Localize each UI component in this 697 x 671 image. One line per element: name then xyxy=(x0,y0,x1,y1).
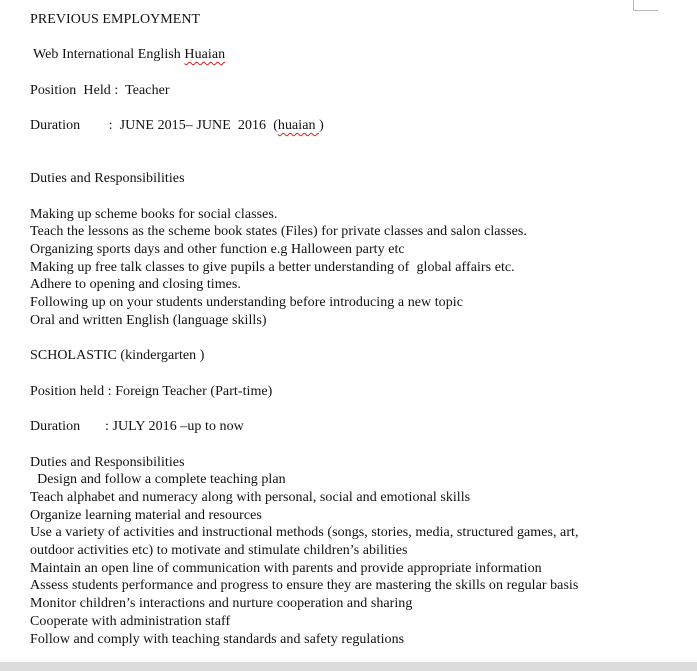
job2-duty-item: Design and follow a complete teaching plan xyxy=(30,472,286,487)
job1-duties-heading: Duties and Responsibilities xyxy=(30,171,185,186)
job2-duty-item: Organize learning material and resources xyxy=(30,508,262,523)
job2-employer: SCHOLASTIC (kindergarten ) xyxy=(30,348,205,363)
job1-duty-item: Adhere to opening and closing times. xyxy=(30,277,241,292)
job1-duty-item: Teach the lessons as the scheme book states (Files) for private classes and salon classes. xyxy=(30,224,527,239)
page-gap-band xyxy=(0,662,697,671)
job1-duty-item: Organizing sports days and other function e.g Halloween party etc xyxy=(30,242,405,257)
job2-duty-item: Follow and comply with teaching standards and safety regulations xyxy=(30,632,405,647)
job2-duties-heading: Duties and Responsibilities xyxy=(30,455,185,470)
section-heading-previous-employment: PREVIOUS EMPLOYMENT xyxy=(30,12,201,27)
job1-duration-dates: Duration : JUNE 2015– JUNE 2016 ( xyxy=(30,118,278,133)
job1-duty-item: Following up on your students understanding before introducing a new topic xyxy=(30,295,463,310)
job1-employer xyxy=(33,46,225,64)
job2-duty-item: Cooperate with administration staff xyxy=(30,614,231,629)
job1-duty-item: Making up scheme books for social classes. xyxy=(30,207,278,222)
job1-position: Position Held : Teacher xyxy=(30,83,170,98)
job1-duty-item: Making up free talk classes to give pupils a better understanding of global affairs etc. xyxy=(30,260,515,275)
job2-duty-item: Maintain an open line of communication with parents and provide appropriate information xyxy=(30,561,542,576)
job1-duty-item: Oral and written English (language skills) xyxy=(30,313,267,328)
job2-duty-item: Use a variety of activities and instructional methods (songs, stories, media, structured games, art, xyxy=(30,525,579,540)
job2-duty-item: Teach alphabet and numeracy along with personal, social and emotional skills xyxy=(30,490,471,505)
job1-duration-close: ) xyxy=(319,118,324,133)
job1-employer-name: Web International English xyxy=(33,47,185,62)
job2-position: Position held : Foreign Teacher (Part-time) xyxy=(30,384,273,399)
job2-duty-item: outdoor activities etc) to motivate and stimulate children’s abilities xyxy=(30,543,408,558)
job1-employer-city: Huaian xyxy=(184,47,226,62)
job2-duration: Duration : JULY 2016 –up to now xyxy=(30,419,244,434)
job1-duration xyxy=(30,117,324,135)
job2-duty-item: Monitor children’s interactions and nurture cooperation and sharing xyxy=(30,596,413,611)
page-corner-marker xyxy=(633,0,658,11)
job1-duration-city: huaian xyxy=(277,118,320,133)
job2-duty-item: Assess students performance and progress to ensure they are mastering the skills on regular basis xyxy=(30,578,579,593)
